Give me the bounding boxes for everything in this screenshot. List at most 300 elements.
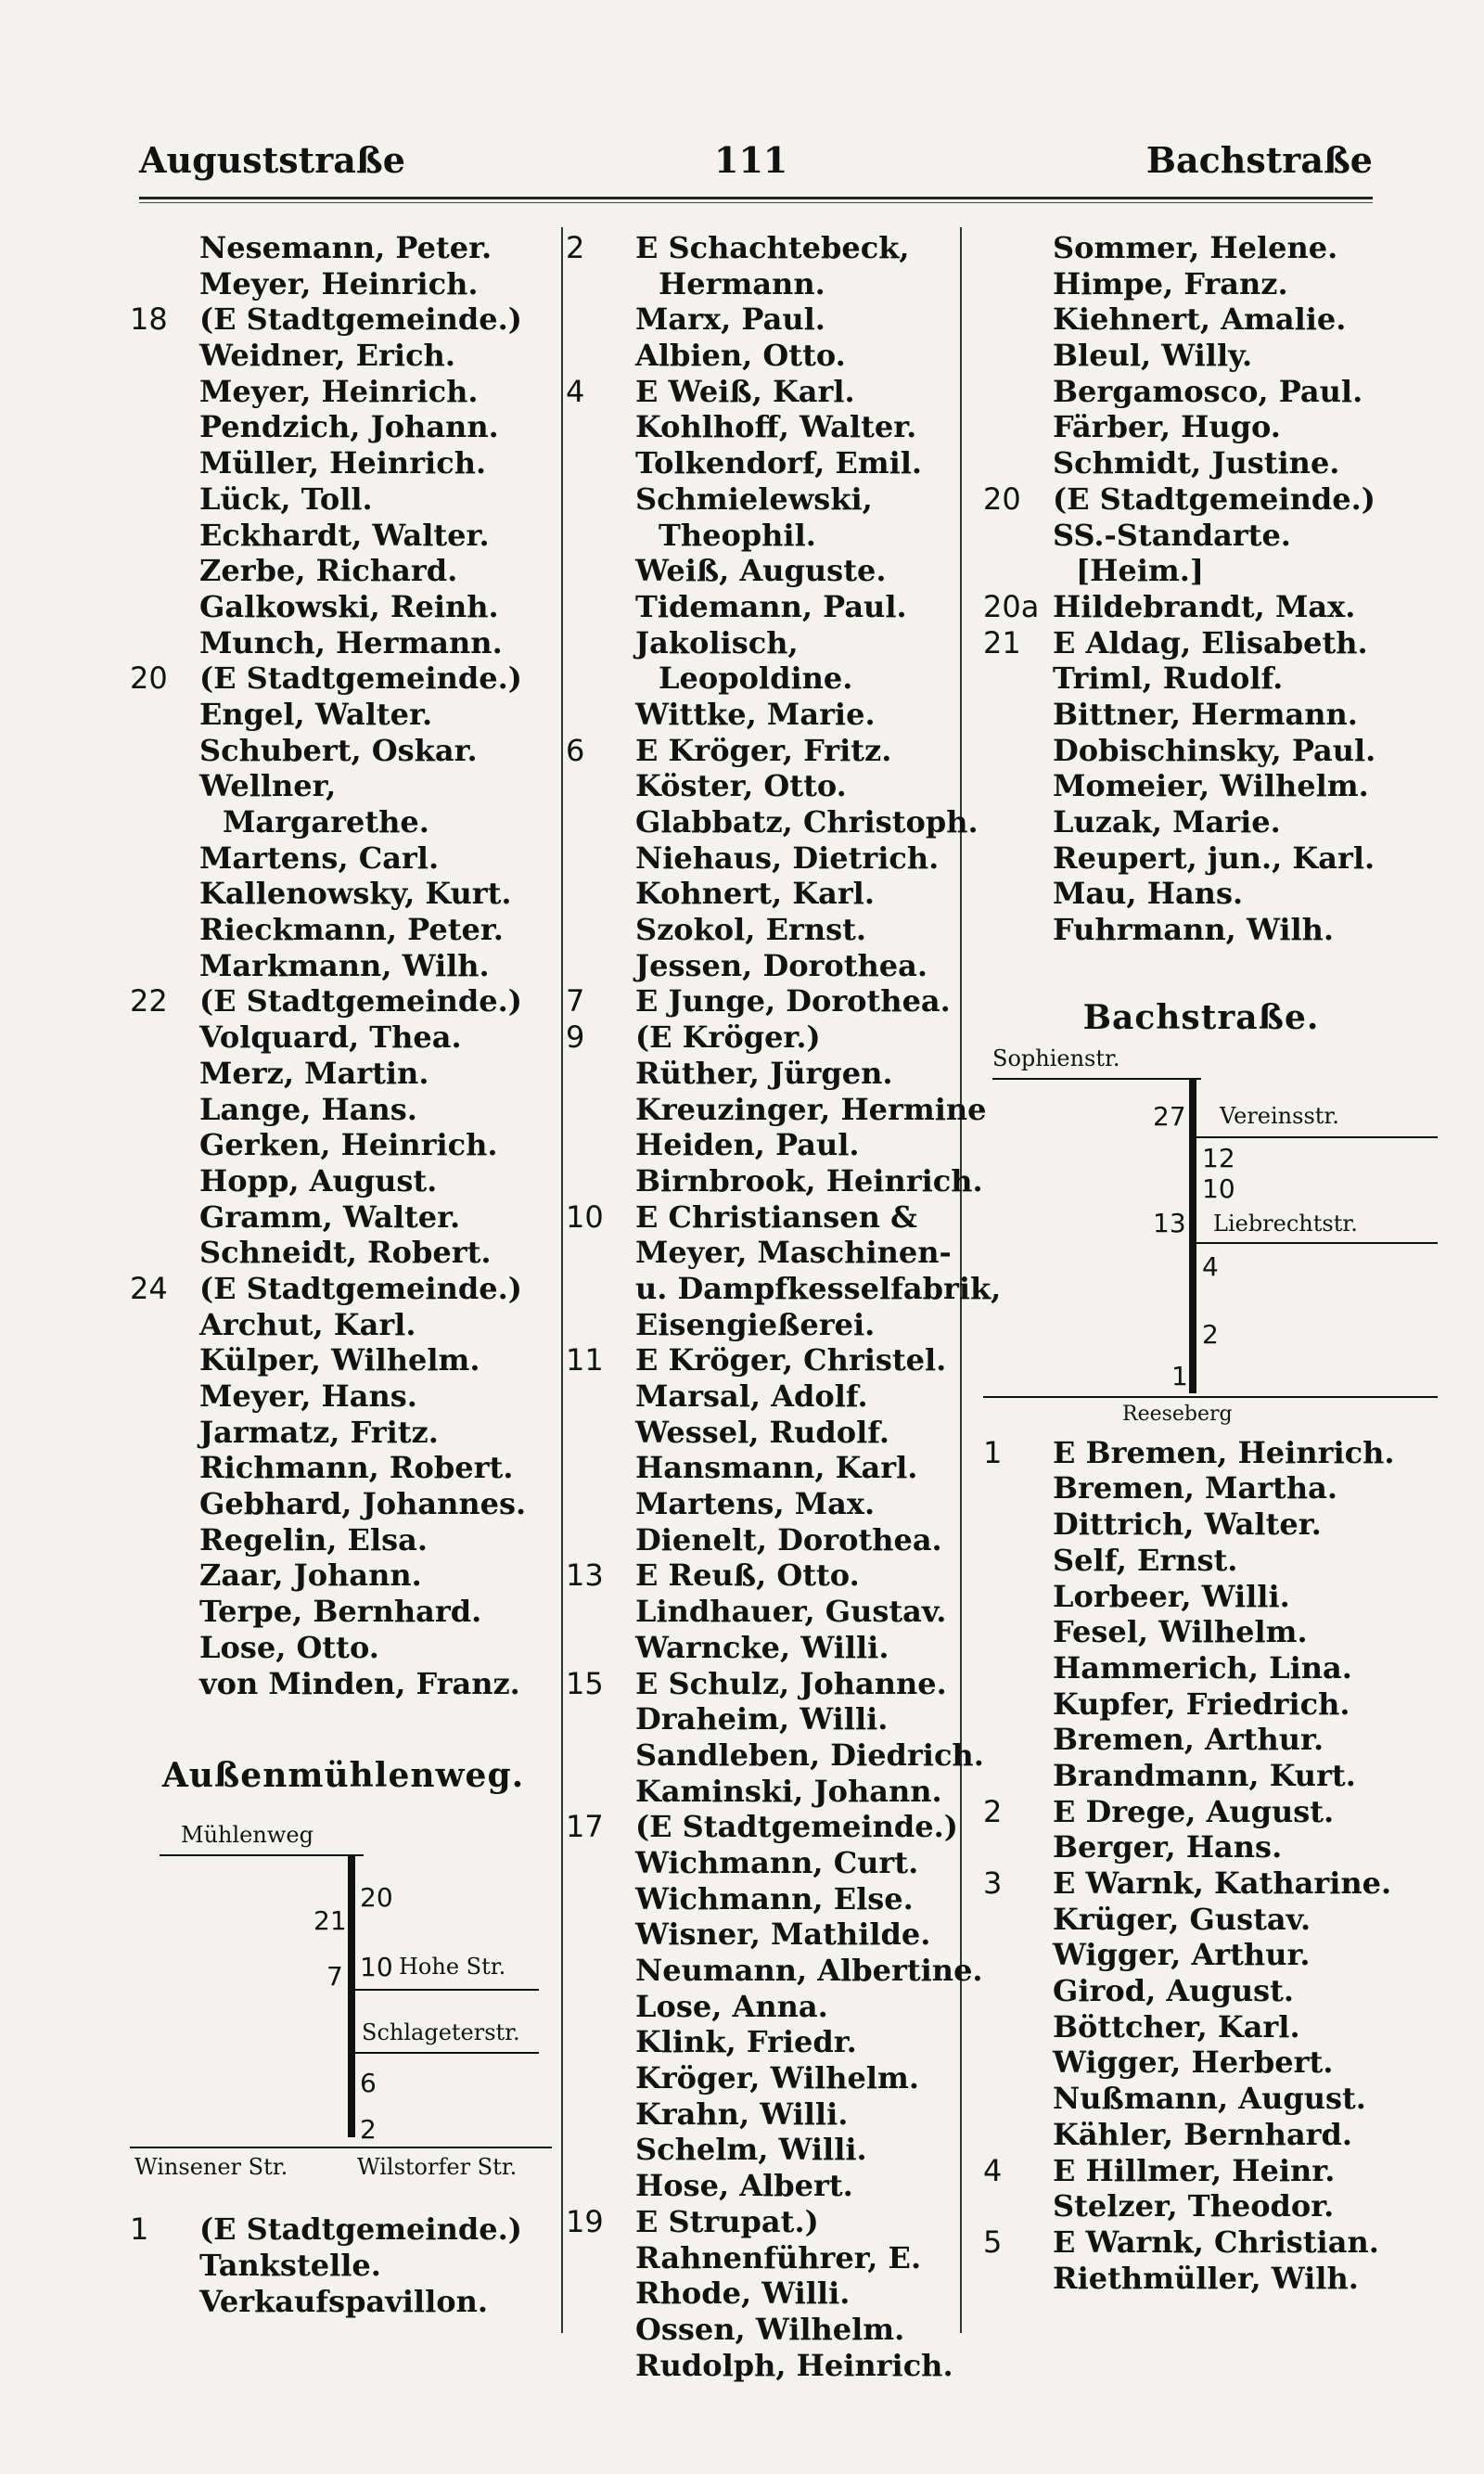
list-item <box>983 589 1419 625</box>
list-item <box>130 2211 556 2248</box>
diagram-main-street <box>1189 1078 1196 1393</box>
resident-entry: Hose, Albert. <box>635 2168 853 2204</box>
list-item <box>983 660 1419 697</box>
resident-entry: Lange, Hans. <box>199 1091 417 1127</box>
list-item <box>566 660 974 697</box>
resident-entry: Terpe, Bernhard. <box>199 1594 482 1630</box>
street-diagram-bachstrasse <box>983 1045 1419 1426</box>
resident-entry: Lück, Toll. <box>199 481 373 517</box>
list-item <box>130 1450 556 1486</box>
house-number: 4 <box>983 2152 1003 2188</box>
list-item <box>130 1019 556 1056</box>
resident-entry: E Reuß, Otto. <box>635 1557 860 1594</box>
resident-entry: Gebhard, Johannes. <box>199 1486 527 1522</box>
resident-entry: E Schulz, Johanne. <box>635 1665 947 1701</box>
list-item <box>566 230 974 266</box>
resident-entry: Marx, Paul. <box>635 301 825 338</box>
list-item <box>983 1506 1419 1543</box>
resident-entry: Schmidt, Justine. <box>1053 445 1340 481</box>
resident-entry: Jakolisch, <box>635 624 799 660</box>
list-item <box>566 338 974 374</box>
resident-entry: (E Kröger.) <box>635 1019 821 1056</box>
resident-entry: Wichmann, Curt. <box>635 1844 919 1880</box>
list-item <box>130 1557 556 1594</box>
list-item <box>130 1127 556 1163</box>
list-item <box>566 553 974 589</box>
section-title-aussenmuehlenweg: Außenmühlenweg. <box>161 1756 525 1796</box>
resident-entry: Richmann, Robert. <box>199 1450 514 1486</box>
resident-entry: Riethmüller, Wilh. <box>1053 2260 1359 2296</box>
resident-entry: Niehaus, Dietrich. <box>635 840 940 876</box>
list-item <box>130 1235 556 1271</box>
list-item <box>566 2168 974 2204</box>
list-item <box>983 1650 1419 1686</box>
list-item <box>983 1865 1419 1902</box>
diagram-street-label: Winsener Str. <box>134 2154 288 2181</box>
resident-entry: Rhode, Willi. <box>635 2275 851 2312</box>
list-item <box>983 876 1419 912</box>
list-item <box>566 876 974 912</box>
resident-list <box>130 2211 556 2319</box>
list-item <box>566 1594 974 1630</box>
list-item <box>566 804 979 840</box>
resident-entry: Warncke, Willi. <box>635 1629 889 1665</box>
resident-entry: Hansmann, Karl. <box>635 1450 918 1486</box>
resident-entry: SS.-Standarte. <box>1053 517 1291 553</box>
list-item <box>130 1092 556 1128</box>
list-item <box>983 1543 1419 1579</box>
list-item <box>566 1486 974 1522</box>
resident-entry: Momeier, Wilhelm. <box>1053 768 1369 804</box>
header-rule-thin <box>139 202 1373 203</box>
resident-entry: Hildebrandt, Max. <box>1053 588 1356 624</box>
resident-entry: Rahnenführer, E. <box>635 2239 922 2275</box>
list-item <box>566 2312 974 2348</box>
resident-entry: Mau, Hans. <box>1053 876 1244 912</box>
resident-entry: [Heim.] <box>1076 553 1205 589</box>
resident-entry: (E Stadtgemeinde.) <box>199 1270 522 1306</box>
list-item <box>130 1199 556 1236</box>
list-item <box>983 1470 1419 1506</box>
resident-entry: Meyer, Heinrich. <box>199 373 479 409</box>
resident-entry: Schelm, Willi. <box>635 2132 867 2168</box>
resident-entry: E Kröger, Fritz. <box>635 732 892 768</box>
list-item <box>130 1522 556 1558</box>
list-item <box>130 1630 556 1666</box>
list-item <box>983 481 1419 518</box>
list-item <box>983 1794 1419 1830</box>
resident-entry: Lorbeer, Willi. <box>1053 1578 1290 1614</box>
resident-entry: Tankstelle. <box>199 2247 381 2283</box>
resident-entry: Rüther, Jürgen. <box>635 1055 893 1091</box>
diagram-street-label: Schlageterstr. <box>362 2019 520 2046</box>
list-item <box>130 589 556 625</box>
list-item <box>566 1307 974 1343</box>
list-item <box>130 733 556 769</box>
house-number: 5 <box>983 2224 1003 2260</box>
list-item <box>566 1845 974 1881</box>
resident-entry: Martens, Carl. <box>199 840 440 876</box>
resident-entry: Rieckmann, Peter. <box>199 912 504 948</box>
list-item <box>130 1056 556 1092</box>
resident-entry: Munch, Hermann. <box>199 624 503 660</box>
resident-entry: (E Stadtgemeinde.) <box>199 301 522 338</box>
list-item <box>983 2045 1419 2081</box>
list-item <box>983 2224 1419 2261</box>
resident-entry: Girod, August. <box>1053 1973 1295 2009</box>
resident-entry: E Strupat.) <box>635 2203 819 2239</box>
diagram-line <box>160 1854 364 1856</box>
list-item <box>130 1163 556 1199</box>
list-item <box>983 2009 1419 2045</box>
resident-entry: Hopp, August. <box>199 1162 438 1199</box>
resident-entry: Meyer, Maschinen- <box>635 1235 952 1271</box>
resident-entry: Weiß, Auguste. <box>635 553 887 589</box>
resident-entry: Kohlhoff, Walter. <box>635 409 917 445</box>
list-item <box>983 518 1419 554</box>
resident-entry: Dittrich, Walter. <box>1053 1506 1322 1543</box>
resident-entry: Müller, Heinrich. <box>199 445 487 481</box>
list-item <box>983 804 1419 840</box>
house-number: 6 <box>566 732 585 768</box>
house-number: 20 <box>360 1882 393 1914</box>
house-number: 20 <box>983 481 1021 517</box>
list-item <box>566 1737 984 1774</box>
list-item <box>130 1666 556 1702</box>
list-item <box>566 2132 974 2168</box>
resident-entry: Martens, Max. <box>635 1486 876 1522</box>
resident-entry: Meyer, Heinrich. <box>199 265 479 301</box>
resident-entry: Heiden, Paul. <box>635 1127 860 1163</box>
resident-entry: Zaar, Johann. <box>199 1557 422 1594</box>
list-item <box>566 768 974 804</box>
diagram-line <box>355 1989 539 1991</box>
header-street-left: Auguststraße <box>139 139 405 181</box>
house-number: 10 <box>566 1199 604 1235</box>
resident-list <box>983 1435 1419 2297</box>
house-number: 7 <box>326 1961 343 1993</box>
column-right <box>983 230 1419 2296</box>
house-number: 27 <box>1153 1100 1186 1132</box>
list-item <box>983 768 1419 804</box>
resident-entry: Sandleben, Diedrich. <box>635 1737 984 1773</box>
resident-entry: Jessen, Dorothea. <box>635 947 928 983</box>
list-item <box>983 2188 1419 2224</box>
resident-entry: Krahn, Willi. <box>635 2096 849 2132</box>
house-number: 7 <box>566 983 585 1019</box>
diagram-street-label: Wilstorfer Str. <box>357 2154 518 2181</box>
list-item <box>566 589 974 625</box>
resident-entry: (E Stadtgemeinde.) <box>199 660 522 697</box>
list-item <box>130 553 556 589</box>
resident-entry: Markmann, Wilh. <box>199 947 490 983</box>
resident-entry: Köster, Otto. <box>635 768 847 804</box>
resident-entry: Engel, Walter. <box>199 696 433 732</box>
list-item <box>130 230 556 266</box>
list-item <box>130 625 556 661</box>
column-left <box>130 230 556 2319</box>
house-number: 1 <box>130 2211 149 2248</box>
resident-entry: Kupfer, Friedrich. <box>1053 1686 1350 1722</box>
resident-entry: Leopoldine. <box>659 660 853 697</box>
resident-entry: Luzak, Marie. <box>1053 804 1281 840</box>
resident-entry: Kallenowsky, Kurt. <box>199 876 512 912</box>
resident-entry: Bremen, Arthur. <box>1053 1722 1324 1758</box>
list-item <box>130 840 556 877</box>
list-item <box>566 1916 974 1953</box>
diagram-street-label: Liebrechtstr. <box>1213 1210 1358 1237</box>
resident-entry: Jarmatz, Fritz. <box>199 1414 439 1450</box>
header-street-right: Bachstraße <box>1145 139 1373 181</box>
list-item <box>566 409 974 445</box>
resident-entry: Fesel, Wilhelm. <box>1053 1614 1308 1650</box>
resident-entry: Bittner, Hermann. <box>1053 696 1358 732</box>
diagram-street-label: Vereinsstr. <box>1220 1102 1339 1129</box>
resident-entry: Bremen, Martha. <box>1053 1470 1337 1506</box>
resident-entry: Archut, Karl. <box>199 1306 416 1342</box>
list-item <box>566 1162 983 1199</box>
house-number: 24 <box>130 1270 168 1306</box>
list-item <box>983 1686 1419 1723</box>
list-item <box>566 1091 987 1128</box>
list-item <box>983 697 1419 733</box>
list-item <box>983 1937 1419 1973</box>
house-number: 21 <box>313 1905 347 1937</box>
resident-entry: Bleul, Willy. <box>1053 338 1253 374</box>
list-item <box>130 445 556 481</box>
list-item <box>130 518 556 554</box>
diagram-street-label: Reeseberg <box>1122 1402 1233 1426</box>
list-item <box>983 301 1419 338</box>
resident-entry: Marsal, Adolf. <box>635 1378 868 1414</box>
resident-entry: u. Dampfkesselfabrik, <box>635 1270 1002 1306</box>
list-item <box>983 374 1419 410</box>
resident-entry: Neumann, Albertine. <box>635 1953 983 1988</box>
resident-entry: E Warnk, Christian. <box>1053 2224 1379 2260</box>
resident-entry: Draheim, Willi. <box>635 1701 889 1737</box>
house-number: 2 <box>566 230 585 265</box>
list-item <box>130 983 556 1019</box>
list-item <box>566 1450 974 1486</box>
house-number: 2 <box>360 2114 377 2146</box>
list-item <box>566 301 974 338</box>
list-item <box>983 2153 1419 2189</box>
list-item <box>130 912 556 948</box>
list-item <box>983 1435 1419 1471</box>
resident-list <box>983 230 1419 948</box>
resident-entry: (E Stadtgemeinde.) <box>635 1809 958 1845</box>
resident-entry: Rudolph, Heinrich. <box>635 2347 953 2383</box>
resident-entry: Albien, Otto. <box>635 338 846 374</box>
list-item <box>566 1881 974 1917</box>
house-number: 13 <box>1153 1207 1186 1238</box>
resident-entry: Galkowski, Reinh. <box>199 588 499 624</box>
list-item <box>983 733 1419 769</box>
resident-entry: Hammerich, Lina. <box>1053 1649 1352 1686</box>
house-number: 2 <box>1202 1318 1219 1350</box>
house-number: 22 <box>130 983 168 1019</box>
diagram-line <box>992 1078 1201 1080</box>
list-item <box>566 1666 974 1702</box>
resident-entry: Tidemann, Paul. <box>635 588 907 624</box>
list-item <box>130 697 556 733</box>
list-item <box>983 840 1419 877</box>
house-number: 13 <box>566 1557 604 1594</box>
diagram-line <box>130 2147 552 2148</box>
resident-entry: Wigger, Arthur. <box>1053 1937 1311 1973</box>
resident-entry: von Minden, Franz. <box>199 1665 520 1701</box>
diagram-street-label: Hohe Str. <box>399 1954 506 1980</box>
house-number: 9 <box>566 1019 585 1056</box>
list-item <box>130 768 556 804</box>
list-item <box>566 697 974 733</box>
resident-entry: Schubert, Oskar. <box>199 732 478 768</box>
resident-entry: Wigger, Herbert. <box>1053 2045 1334 2081</box>
resident-entry: Wessel, Rudolf. <box>635 1414 890 1450</box>
list-item <box>983 338 1419 374</box>
list-item <box>130 481 556 518</box>
list-item <box>566 445 974 481</box>
list-item <box>566 1630 974 1666</box>
list-item <box>566 983 974 1019</box>
resident-entry: Kröger, Wilhelm. <box>635 2060 920 2096</box>
resident-entry: Kohnert, Karl. <box>635 876 875 912</box>
resident-entry: Lose, Anna. <box>635 1988 828 2024</box>
resident-entry: Kiehnert, Amalie. <box>1053 301 1347 338</box>
resident-entry: Dobischinsky, Paul. <box>1053 732 1376 768</box>
resident-entry: Lose, Otto. <box>199 1629 379 1665</box>
list-item <box>566 1019 974 1056</box>
resident-entry: E Weiß, Karl. <box>635 373 855 409</box>
list-item <box>566 912 974 948</box>
resident-entry: Tolkendorf, Emil. <box>635 445 923 481</box>
list-item <box>566 1378 974 1415</box>
list-item <box>130 338 556 374</box>
list-item <box>983 2261 1419 2297</box>
street-diagram-aussenmuehlenweg <box>130 1803 556 2181</box>
resident-entry: Sommer, Helene. <box>1053 230 1338 265</box>
house-number: 20 <box>130 660 168 697</box>
house-number: 4 <box>1202 1250 1219 1282</box>
resident-entry: Wittke, Marie. <box>635 696 876 732</box>
list-item <box>983 409 1419 445</box>
resident-entry: Külper, Wilhelm. <box>199 1342 480 1378</box>
resident-entry: Krüger, Gustav. <box>1053 1901 1311 1937</box>
resident-entry: Wichmann, Else. <box>635 1880 914 1916</box>
list-item <box>130 1594 556 1630</box>
list-item <box>566 1953 983 1989</box>
resident-entry: Triml, Rudolf. <box>1053 660 1284 697</box>
list-item <box>983 2117 1419 2153</box>
diagram-street-label: Mühlenweg <box>181 1822 313 1849</box>
list-item <box>566 2240 974 2276</box>
list-item <box>983 445 1419 481</box>
list-item <box>130 1307 556 1343</box>
resident-entry: Szokol, Ernst. <box>635 912 867 948</box>
list-item <box>983 912 1419 948</box>
list-item <box>566 481 974 518</box>
resident-entry: Merz, Martin. <box>199 1055 429 1091</box>
house-number: 1 <box>1171 1360 1188 1391</box>
resident-entry: Birnbrook, Heinrich. <box>635 1162 983 1199</box>
list-item <box>983 625 1419 661</box>
list-item <box>566 733 974 769</box>
list-item <box>566 1199 974 1236</box>
resident-entry: Gerken, Heinrich. <box>199 1127 498 1163</box>
list-item <box>566 518 974 554</box>
list-item <box>130 1378 556 1415</box>
house-number: 19 <box>566 2203 604 2239</box>
resident-entry: Regelin, Elsa. <box>199 1521 428 1557</box>
list-item <box>130 876 556 912</box>
diagram-line <box>1196 1242 1438 1244</box>
resident-entry: Wellner, <box>199 768 337 804</box>
resident-entry: Berger, Hans. <box>1053 1829 1283 1865</box>
list-item <box>983 1614 1419 1650</box>
resident-entry: Kähler, Bernhard. <box>1053 2116 1353 2152</box>
list-item <box>566 2024 974 2060</box>
list-item <box>566 948 974 984</box>
resident-entry: Zerbe, Richard. <box>199 553 458 589</box>
diagram-line <box>355 2052 539 2054</box>
house-number: 15 <box>566 1665 604 1701</box>
list-item <box>566 374 974 410</box>
resident-entry: Self, Ernst. <box>1053 1542 1238 1578</box>
resident-entry: E Bremen, Heinrich. <box>1053 1434 1395 1470</box>
list-item <box>983 1579 1419 1615</box>
resident-entry: Ossen, Wilhelm. <box>635 2311 905 2347</box>
list-item <box>983 266 1419 302</box>
list-item <box>566 2204 974 2240</box>
resident-entry: Weidner, Erich. <box>199 338 455 374</box>
list-item <box>566 625 974 661</box>
resident-entry: E Warnk, Katharine. <box>1053 1865 1392 1901</box>
list-item <box>130 1342 556 1378</box>
list-item <box>566 1701 974 1737</box>
resident-entry: Theophil. <box>659 517 816 553</box>
resident-entry: Glabbatz, Christoph. <box>635 804 979 840</box>
list-item <box>130 1271 556 1307</box>
resident-entry: Dienelt, Dorothea. <box>635 1521 942 1557</box>
list-item <box>566 2060 974 2096</box>
resident-entry: (E Stadtgemeinde.) <box>199 2211 522 2248</box>
list-item <box>566 1127 974 1163</box>
list-item <box>566 1056 974 1092</box>
resident-entry: Himpe, Franz. <box>1053 265 1288 301</box>
list-item <box>566 1557 974 1594</box>
house-number: 10 <box>1202 1173 1235 1204</box>
resident-entry: Wisner, Mathilde. <box>635 1916 931 1953</box>
list-item <box>130 804 556 840</box>
section-title-bachstrasse: Bachstraße. <box>1082 997 1320 1037</box>
list-item <box>566 266 974 302</box>
house-number: 21 <box>983 624 1021 660</box>
list-item <box>130 266 556 302</box>
list-item <box>130 374 556 410</box>
list-item <box>130 1486 556 1522</box>
resident-entry: Stelzer, Theodor. <box>1053 2188 1335 2224</box>
resident-entry: Fuhrmann, Wilh. <box>1053 912 1335 948</box>
house-number: 17 <box>566 1809 604 1845</box>
diagram-street-label: Sophienstr. <box>992 1045 1120 1071</box>
list-item <box>983 1722 1419 1758</box>
list-item <box>130 2284 556 2320</box>
header-rule <box>139 197 1373 199</box>
house-number: 3 <box>983 1865 1003 1901</box>
list-item <box>130 301 556 338</box>
resident-entry: Färber, Hugo. <box>1053 409 1281 445</box>
house-number: 12 <box>1202 1142 1235 1173</box>
